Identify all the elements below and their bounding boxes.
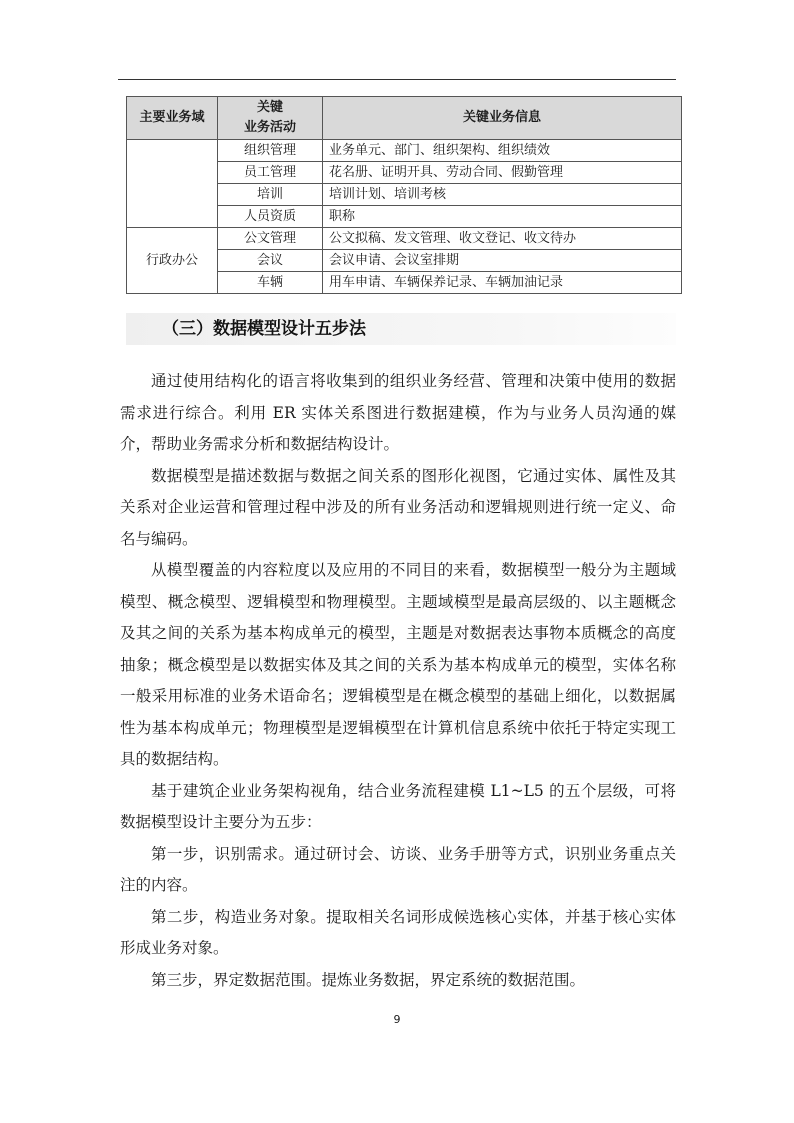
header-domain: 主要业务域 <box>127 97 218 140</box>
info-cell: 公文拟稿、发文管理、收文登记、收文待办 <box>323 228 682 250</box>
activity-cell: 公文管理 <box>218 228 323 250</box>
header-info: 关键业务信息 <box>323 97 682 140</box>
paragraph: 第三步，界定数据范围。提炼业务数据，界定系统的数据范围。 <box>151 970 586 989</box>
info-cell: 业务单元、部门、组织架构、组织绩效 <box>323 140 682 162</box>
header-activity <box>218 97 323 140</box>
paragraph: 第一步，识别需求。通过研讨会、访谈、业务手册等方式，识别业务重点关注的内容。 <box>120 844 676 894</box>
activity-cell: 组织管理 <box>218 140 323 162</box>
info-cell: 花名册、证明开具、劳动合同、假勤管理 <box>323 162 682 184</box>
info-cell: 培训计划、培训考核 <box>323 184 682 206</box>
activity-cell: 培训 <box>218 184 323 206</box>
info-cell: 职称 <box>323 206 682 228</box>
info-cell: 会议申请、会议室排期 <box>323 250 682 272</box>
activity-cell: 会议 <box>218 250 323 272</box>
paragraph: 从模型覆盖的内容粒度以及应用的不同目的来看，数据模型一般分为主题域模型、概念模型、逻辑模型和物理模型。主题域模型是最高层级的、以主题概念及其之间的关系为基本构成单元的模型，主题是对数据表达事物本质概念的高度抽象；概念模型是以数据实体及其之间的关系为基本构成单元的模型，实体名称一般采用标准的业务术语命名；逻辑模型是在概念模型的基础上细化，以数据属性为基本构成单元；物理模型是逻辑模型在计算机信息系统中依托于特定实现工具的数据结构。 <box>120 561 676 768</box>
section-title: （三）数据模型设计五步法 <box>162 319 366 339</box>
table-row <box>127 140 682 162</box>
table-header-row <box>127 97 682 140</box>
table-row <box>127 228 682 250</box>
info-cell: 用车申请、车辆保养记录、车辆加油记录 <box>323 272 682 294</box>
paragraph: 通过使用结构化的语言将收集到的组织业务经营、管理和决策中使用的数据需求进行综合。利用 ER 实体关系图进行数据建模，作为与业务人员沟通的媒介，帮助业务需求分析和数据结构设计。 <box>120 372 676 453</box>
activity-cell: 车辆 <box>218 272 323 294</box>
activity-cell: 员工管理 <box>218 162 323 184</box>
paragraph: 第二步，构造业务对象。提取相关名词形成候选核心实体，并基于核心实体形成业务对象。 <box>120 907 676 957</box>
page-number: 9 <box>393 1013 401 1026</box>
domain-cell: 行政办公 <box>127 228 218 294</box>
paragraph: 数据模型是描述数据与数据之间关系的图形化视图，它通过实体、属性及其关系对企业运营和管理过程中涉及的所有业务活动和逻辑规则进行统一定义、命名与编码。 <box>120 466 676 548</box>
header-activity-line1: 关键 <box>256 100 283 115</box>
business-info-table <box>126 96 682 294</box>
header-activity-line2: 业务活动 <box>243 120 296 135</box>
domain-cell <box>127 140 218 228</box>
activity-cell: 人员资质 <box>218 206 323 228</box>
header-rule <box>118 79 676 80</box>
body-text <box>120 366 676 996</box>
paragraph: 基于建筑企业业务架构视角，结合业务流程建模 L1~L5 的五个层级，可将数据模型设计主要分为五步： <box>120 781 676 831</box>
